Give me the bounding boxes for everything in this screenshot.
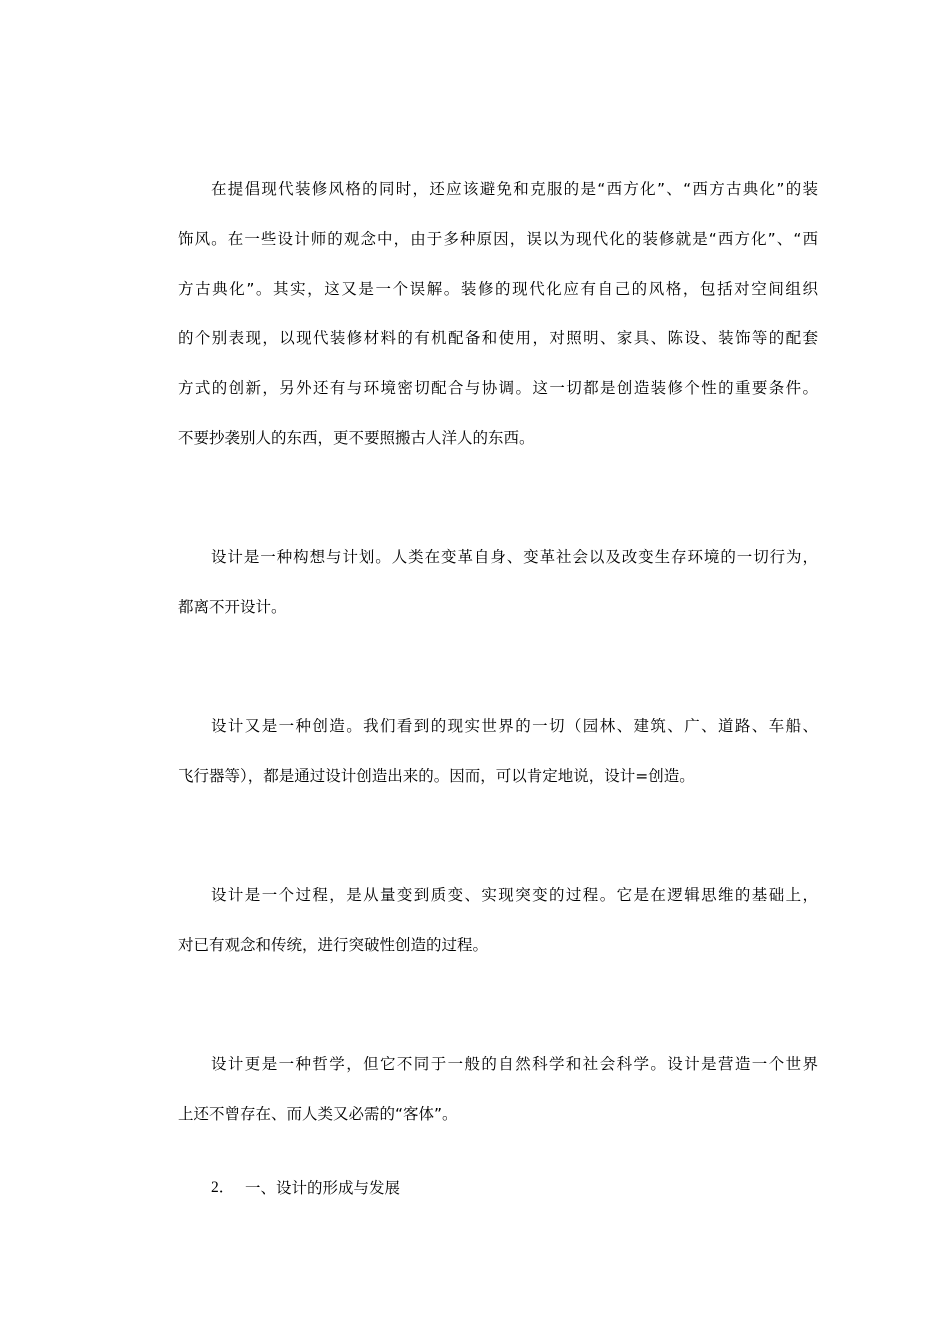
paragraph-3-line-1: 设计又是一种创造。我们看到的现实世界的一切（园林、建筑、广、道路、车船、 (211, 717, 818, 735)
section-number: 2． (211, 1179, 235, 1196)
paragraph-1-line-5: 方式的创新，另外还有与环境密切配合与协调。这一切都是创造装修个性的重要条件。 (178, 379, 818, 397)
paragraph-5-line-2: 上还不曾存在、而人类又必需的“客体”。 (178, 1105, 458, 1123)
paragraph-5-line-1: 设计更是一种哲学，但它不同于一般的自然科学和社会科学。设计是营造一个世界 (211, 1055, 818, 1073)
paragraph-1-line-6: 不要抄袭别人的东西，更不要照搬古人洋人的东西。 (178, 429, 535, 447)
paragraph-4-line-2: 对已有观念和传统，进行突破性创造的过程。 (178, 936, 489, 954)
paragraph-2-line-2: 都离不开设计。 (178, 598, 287, 616)
section-heading: 一、设计的形成与发展 (245, 1179, 401, 1197)
paragraph-1-line-2: 饰风。在一些设计师的观念中，由于多种原因，误以为现代化的装修就是“西方化”、“西 (178, 230, 818, 248)
paragraph-3-line-2: 飞行器等），都是通过设计创造出来的。因而，可以肯定地说，设计=创造。 (178, 767, 695, 785)
paragraph-1-line-3: 方古典化”。其实，这又是一个误解。装修的现代化应有自己的风格，包括对空间组织 (178, 280, 818, 298)
paragraph-2-line-1: 设计是一种构想与计划。人类在变革自身、变革社会以及改变生存环境的一切行为， (211, 548, 818, 566)
paragraph-1-line-1: 在提倡现代装修风格的同时，还应该避免和克服的是“西方化”、“西方古典化”的装 (211, 180, 818, 198)
paragraph-4-line-1: 设计是一个过程，是从量变到质变、实现突变的过程。它是在逻辑思维的基础上， (211, 886, 818, 904)
paragraph-1-line-4: 的个别表现，以现代装修材料的有机配备和使用，对照明、家具、陈设、装饰等的配套 (178, 329, 818, 347)
